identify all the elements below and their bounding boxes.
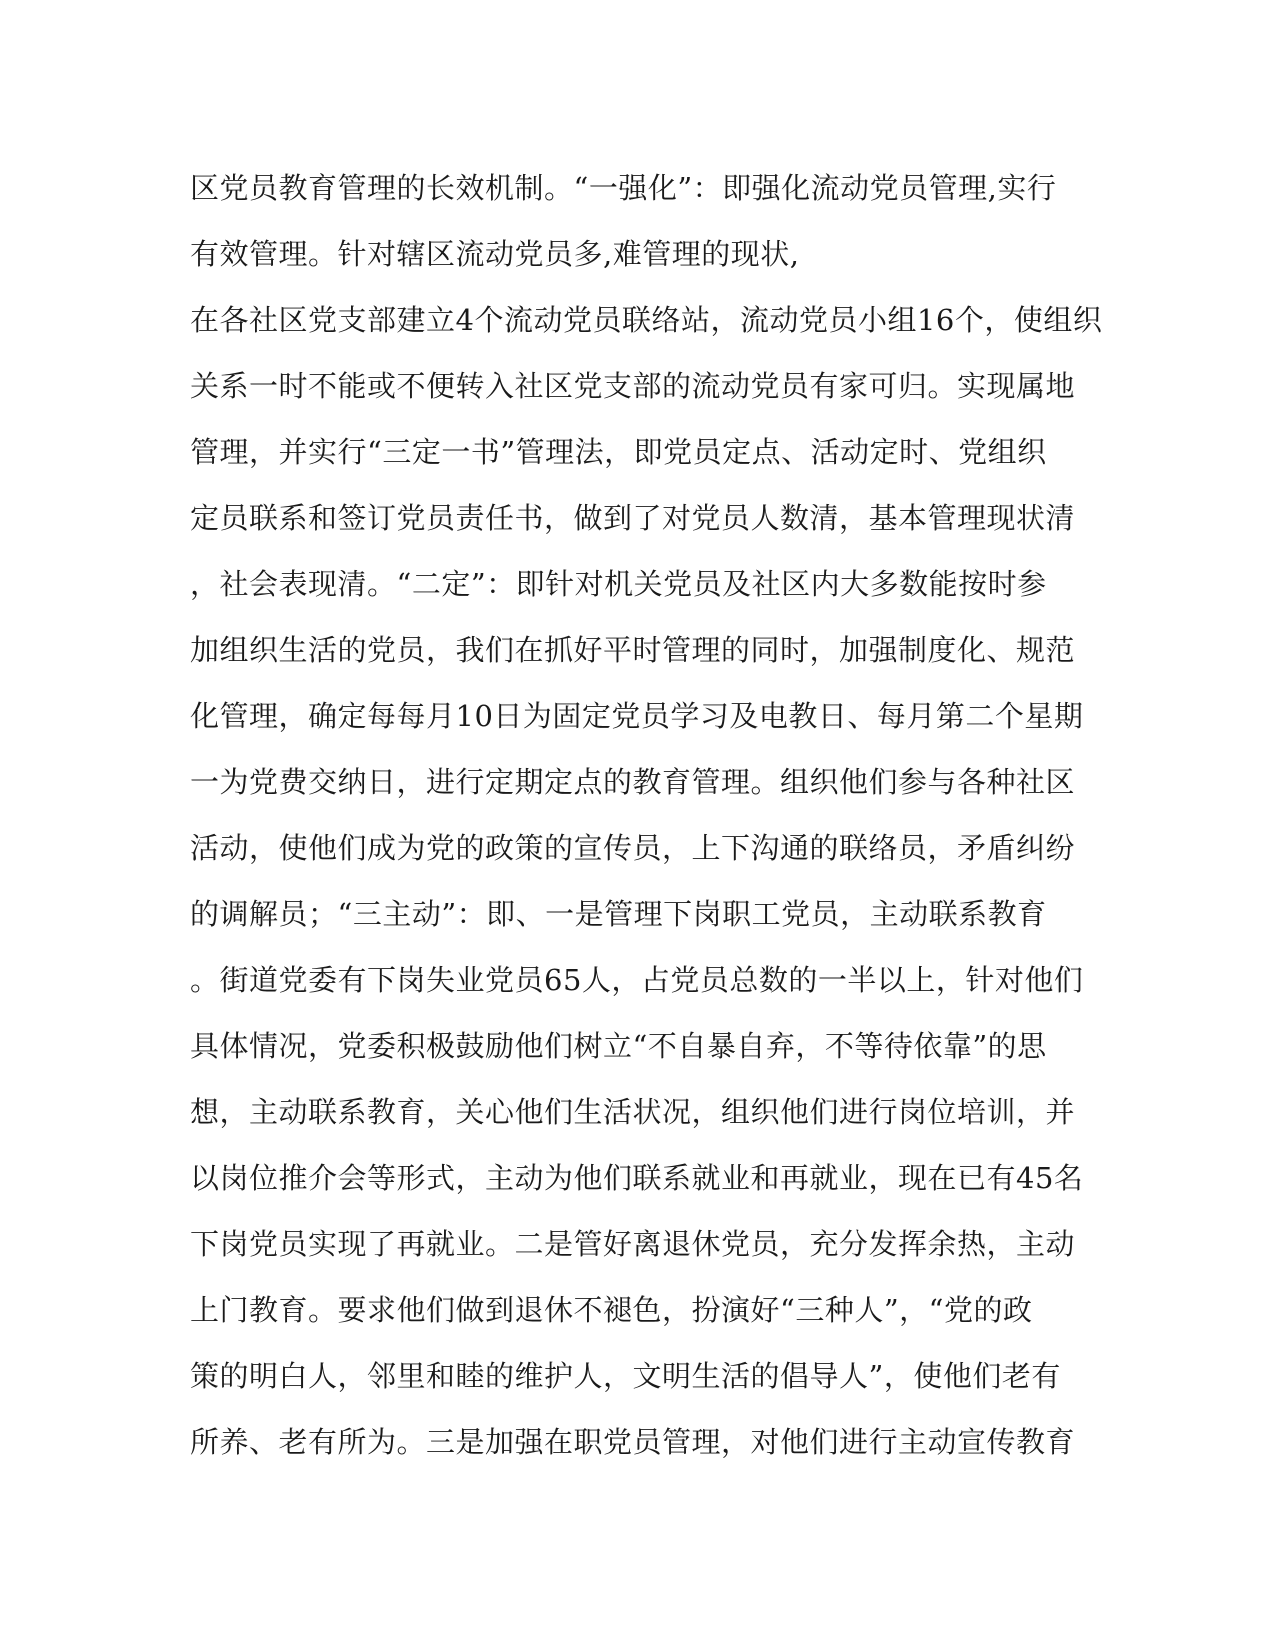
text-line: 下岗党员实现了再就业。二是管好离退休党员，充分发挥余热，主动 [190, 1227, 1076, 1261]
text-line: 关系一时不能或不便转入社区党支部的流动党员有家可归。实现属地 [190, 369, 1076, 403]
text-line: 化管理，确定每每月10日为固定党员学习及电教日、每月第二个星期 [190, 699, 1084, 733]
text-line: 以岗位推介会等形式，主动为他们联系就业和再就业，现在已有45名 [190, 1161, 1084, 1195]
text-line: 策的明白人，邻里和睦的维护人，文明生活的倡导人”，使他们老有 [190, 1359, 1061, 1393]
text-line: 上门教育。要求他们做到退休不褪色，扮演好“三种人”，“党的政 [190, 1293, 1033, 1327]
text-line: 区党员教育管理的长效机制。“一强化”：即强化流动党员管理,实行 [190, 171, 1057, 205]
text-line: 加组织生活的党员，我们在抓好平时管理的同时，加强制度化、规范 [190, 633, 1076, 667]
text-line: 在各社区党支部建立4个流动党员联络站，流动党员小组16个，使组织 [190, 303, 1103, 337]
text-line: 的调解员；“三主动”：即、一是管理下岗职工党员，主动联系教育 [190, 897, 1047, 931]
text-line: 定员联系和签订党员责任书，做到了对党员人数清，基本管理现状清 [190, 501, 1076, 535]
text-line: 具体情况，党委积极鼓励他们树立“不自暴自弃，不等待依靠”的思 [190, 1029, 1047, 1063]
text-line: 活动，使他们成为党的政策的宣传员，上下沟通的联络员，矛盾纠纷 [190, 831, 1076, 865]
text-line: 想，主动联系教育，关心他们生活状况，组织他们进行岗位培训，并 [190, 1095, 1076, 1129]
text-line: 有效管理。针对辖区流动党员多,难管理的现状, [190, 237, 800, 271]
text-line: 一为党费交纳日，进行定期定点的教育管理。组织他们参与各种社区 [190, 765, 1076, 799]
body-text [190, 155, 1103, 1475]
text-line: ，社会表现清。“二定”：即针对机关党员及社区内大多数能按时参 [190, 567, 1047, 601]
text-line: 。街道党委有下岗失业党员65人，占党员总数的一半以上，针对他们 [190, 963, 1084, 997]
text-line: 所养、老有所为。三是加强在职党员管理，对他们进行主动宣传教育 [190, 1425, 1076, 1459]
text-line: 管理，并实行“三定一书”管理法，即党员定点、活动定时、党组织 [190, 435, 1047, 469]
